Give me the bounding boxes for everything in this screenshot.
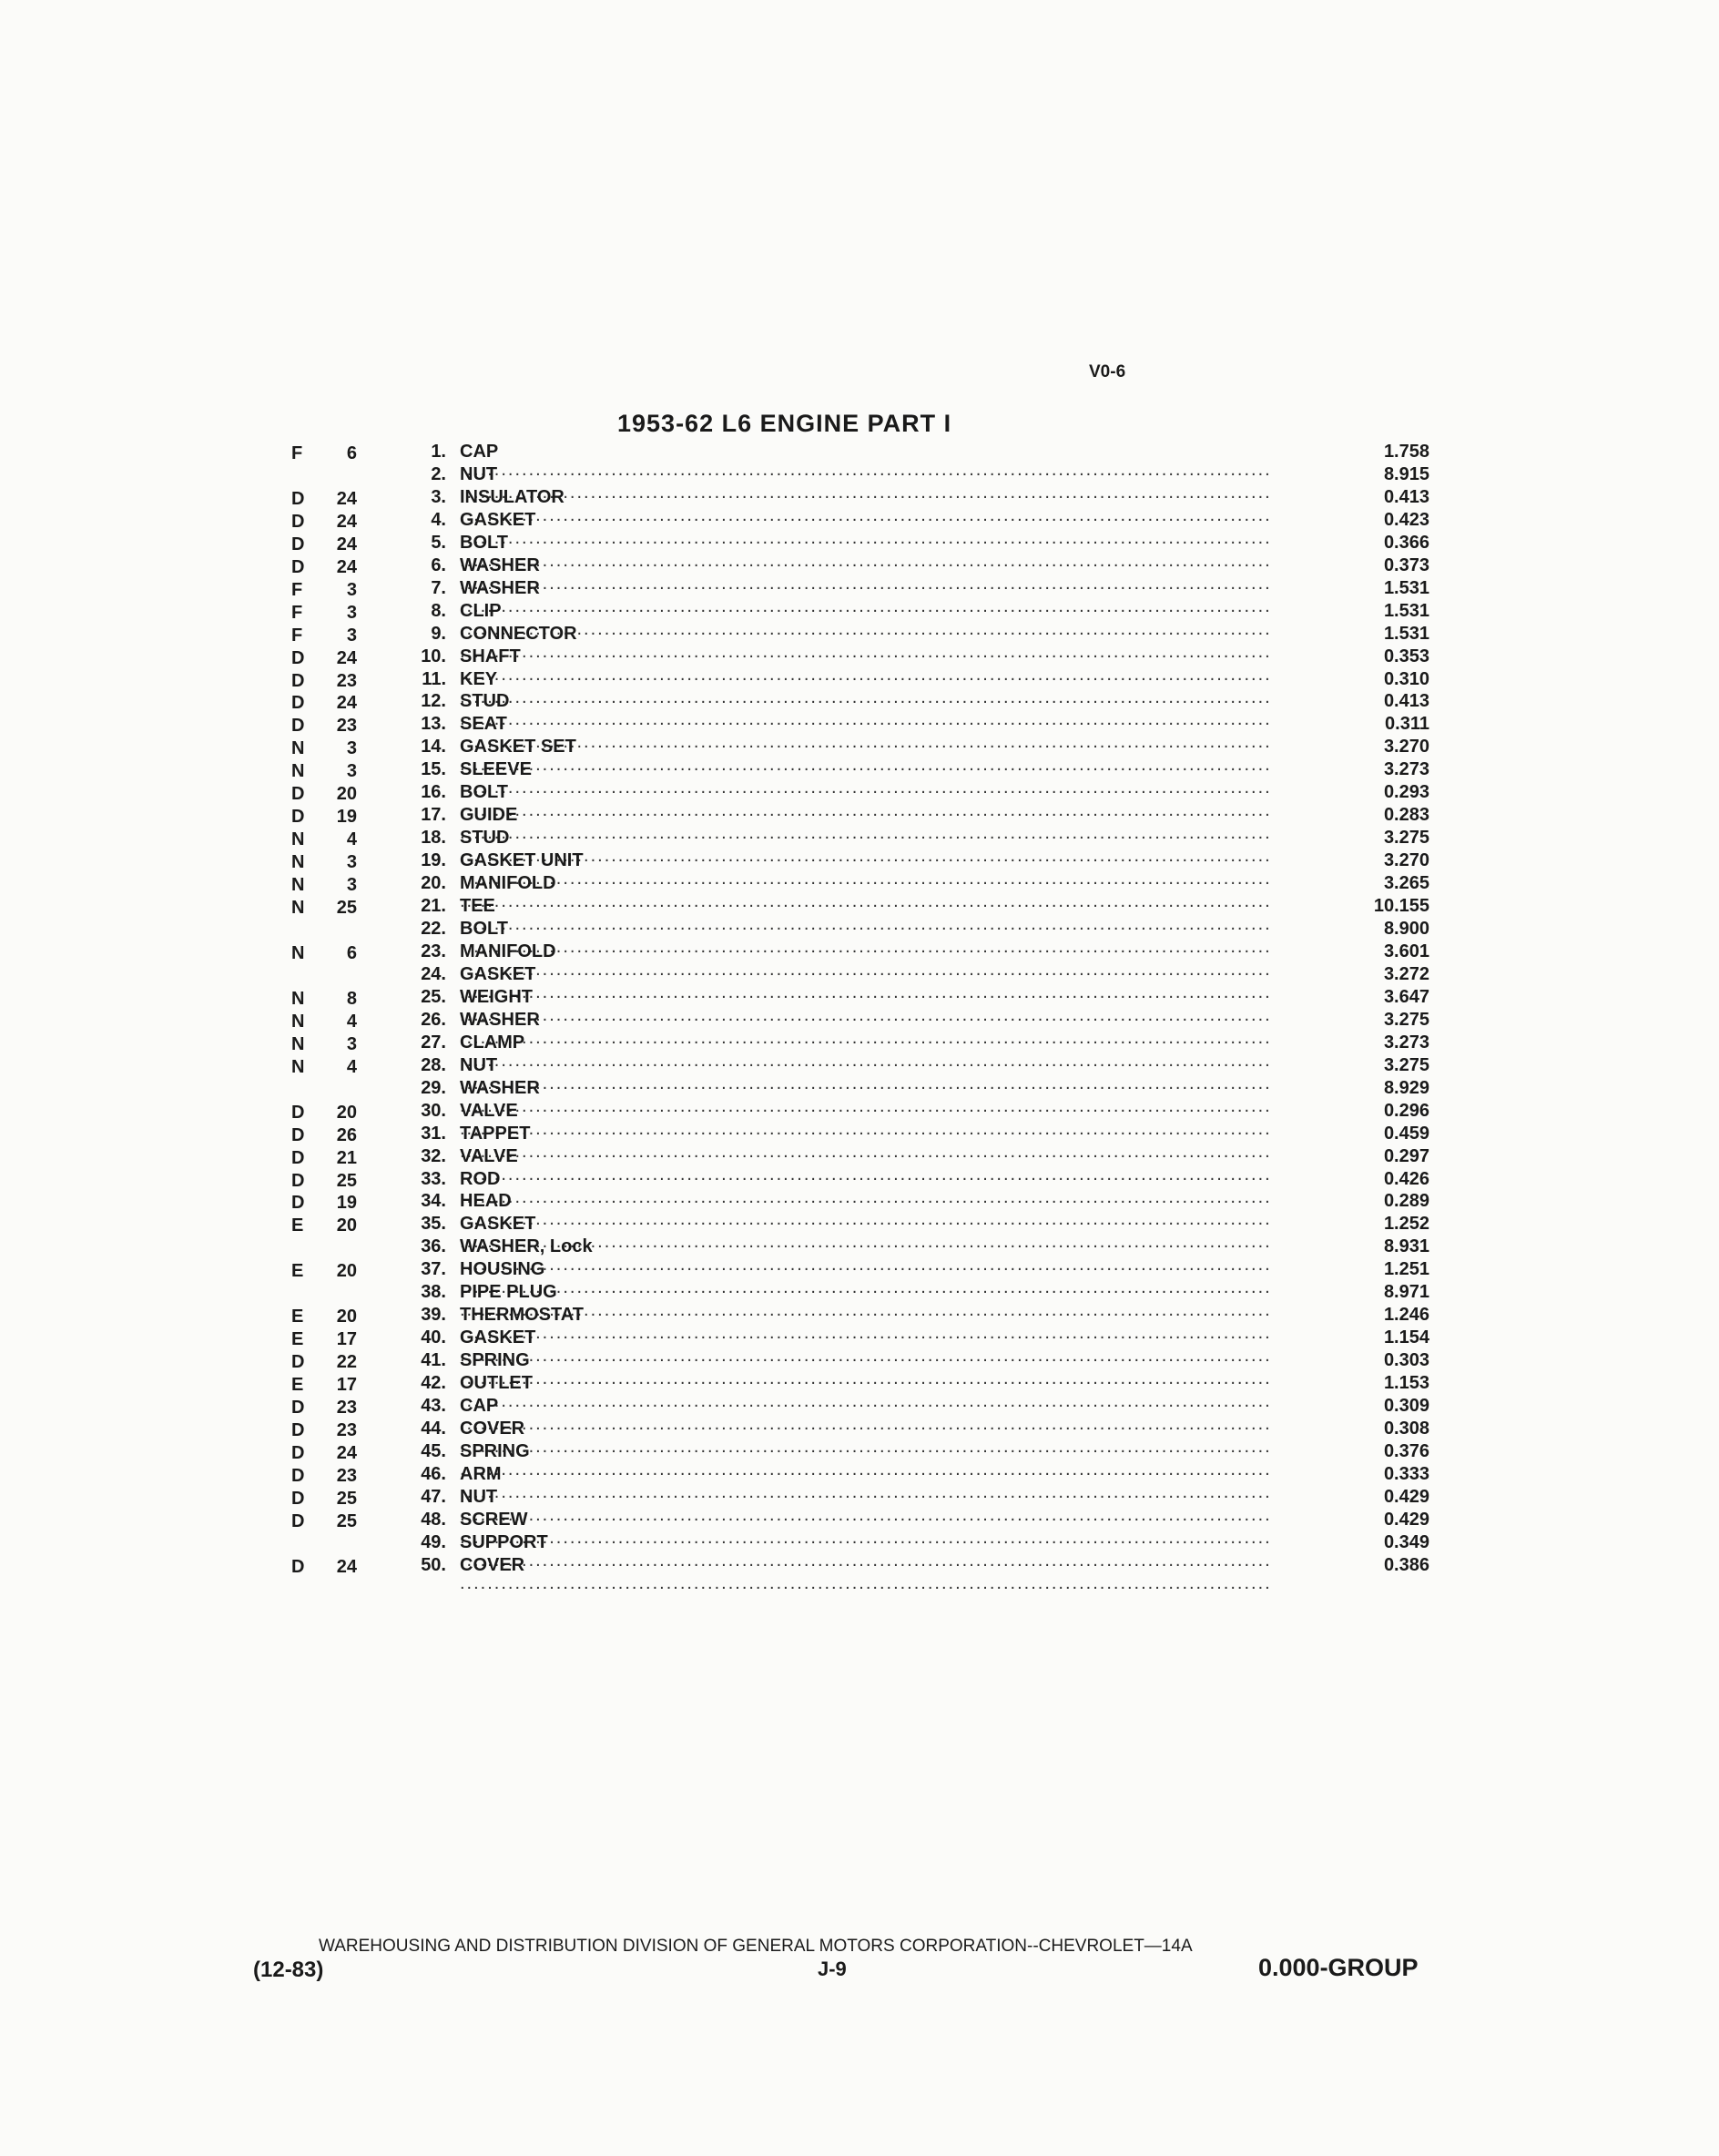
part-number: 42. (421, 1373, 446, 1394)
part-name: CLAMP ..... (460, 1033, 1270, 1070)
part-row (273, 1054, 1448, 1077)
part-number: 2. (431, 463, 446, 484)
part-value: 3.270 (1383, 850, 1429, 871)
part-name: THERMOSTAT ..... (460, 1306, 1270, 1342)
part-number: 10. (421, 646, 446, 666)
part-number: 30. (421, 1100, 446, 1121)
part-number: 50. (421, 1554, 446, 1575)
part-value: 3.273 (1383, 759, 1429, 780)
part-code-letter: D (291, 716, 305, 737)
part-code-number: 24 (336, 693, 357, 714)
part-row (273, 849, 1448, 872)
part-code-number: 24 (336, 556, 357, 577)
part-name: GUIDE ..... (460, 806, 1270, 842)
part-row (273, 1032, 1448, 1054)
part-code-letter: D (291, 511, 305, 532)
part-value: 1.251 (1383, 1259, 1429, 1280)
part-value: 0.413 (1383, 691, 1429, 712)
part-name: HOUSING ..... (460, 1260, 1270, 1297)
part-row (273, 532, 1448, 554)
part-number: 25. (421, 986, 446, 1007)
part-number: 44. (421, 1418, 446, 1439)
part-name: COVER ..... (460, 1419, 1270, 1456)
part-number: 4. (431, 509, 446, 530)
part-number: 37. (421, 1259, 446, 1280)
part-name: SHAFT ..... (460, 647, 1270, 684)
part-row (273, 963, 1448, 986)
part-name: WEIGHT ..... (460, 988, 1270, 1024)
part-value: 0.293 (1383, 782, 1429, 803)
part-number: 24. (421, 963, 446, 984)
part-code-number: 20 (336, 1215, 357, 1236)
part-code-letter: N (291, 852, 305, 873)
part-number: 5. (431, 532, 446, 553)
part-code-letter: D (291, 1102, 305, 1123)
part-value: 8.971 (1383, 1282, 1429, 1303)
part-number: 31. (421, 1123, 446, 1144)
part-number: 33. (421, 1168, 446, 1189)
part-name: SEAT ..... (460, 715, 1270, 751)
part-code-letter: N (291, 1033, 305, 1054)
part-number: 21. (421, 896, 446, 917)
part-number: 17. (421, 805, 446, 826)
part-code-number: 6 (346, 942, 357, 963)
part-code-number: 21 (336, 1147, 357, 1168)
parts-list (273, 441, 1448, 1577)
part-code-letter: N (291, 875, 305, 896)
part-value: 0.376 (1383, 1440, 1429, 1461)
part-code-number: 3 (346, 852, 357, 873)
part-code-letter: D (291, 488, 305, 509)
part-row (273, 1100, 1448, 1123)
part-code-letter: F (291, 443, 303, 463)
part-value: 8.915 (1383, 463, 1429, 484)
part-code-number: 4 (346, 829, 357, 850)
part-value: 0.459 (1383, 1123, 1429, 1144)
part-number: 46. (421, 1463, 446, 1484)
part-value: 1.531 (1383, 600, 1429, 621)
part-code-letter: D (291, 1442, 305, 1463)
part-code-letter: N (291, 761, 305, 782)
part-code-letter: D (291, 534, 305, 554)
part-number: 36. (421, 1236, 446, 1257)
part-number: 45. (421, 1440, 446, 1461)
part-row (273, 1281, 1448, 1304)
part-name: MANIFOLD ..... (460, 942, 1270, 979)
part-number: 8. (431, 600, 446, 621)
part-number: 28. (421, 1054, 446, 1075)
part-value: 8.931 (1383, 1236, 1429, 1257)
part-number: 6. (431, 554, 446, 575)
part-name: WASHER ..... (460, 1079, 1270, 1115)
part-code-letter: N (291, 898, 305, 919)
footer-date: (12-83) (253, 1958, 324, 1982)
part-row (273, 646, 1448, 668)
part-value: 0.386 (1383, 1554, 1429, 1575)
part-number: 13. (421, 714, 446, 735)
part-name: VALVE ..... (460, 1102, 1270, 1138)
part-row (273, 1349, 1448, 1372)
part-value: 3.270 (1383, 737, 1429, 758)
part-row (273, 1168, 1448, 1191)
part-number: 3. (431, 486, 446, 507)
part-code-number: 8 (346, 988, 357, 1009)
part-code-number: 20 (336, 1307, 357, 1327)
part-value: 10.155 (1373, 896, 1429, 917)
part-row (273, 577, 1448, 600)
part-row (273, 1440, 1448, 1463)
part-row (273, 804, 1448, 827)
part-row (273, 1554, 1448, 1577)
part-value: 1.531 (1383, 577, 1429, 598)
part-number: 27. (421, 1032, 446, 1053)
part-value: 3.647 (1383, 986, 1429, 1007)
part-code-number: 25 (336, 1170, 357, 1191)
part-value: 0.308 (1383, 1418, 1429, 1439)
part-name: ARM ..... (460, 1465, 1270, 1501)
part-code-letter: E (291, 1375, 304, 1396)
part-row (273, 895, 1448, 918)
part-row (273, 1123, 1448, 1145)
part-name: GASKET ..... (460, 1328, 1270, 1365)
part-code-number: 3 (346, 602, 357, 623)
part-code-letter: D (291, 1510, 305, 1531)
part-name: BOLT ..... (460, 783, 1270, 819)
part-number: 9. (431, 623, 446, 644)
part-code-number: 3 (346, 761, 357, 782)
part-number: 40. (421, 1327, 446, 1348)
part-number: 7. (431, 577, 446, 598)
part-row (273, 554, 1448, 577)
part-value: 1.153 (1383, 1373, 1429, 1394)
part-value: 1.154 (1383, 1327, 1429, 1348)
part-number: 47. (421, 1486, 446, 1507)
part-value: 1.758 (1383, 442, 1429, 462)
part-row (273, 736, 1448, 758)
part-code-number: 25 (336, 898, 357, 919)
part-row (273, 1304, 1448, 1327)
part-row (273, 918, 1448, 941)
part-name: CONNECTOR ..... (460, 625, 1270, 661)
part-code-letter: D (291, 1556, 305, 1577)
part-value: 3.275 (1383, 1054, 1429, 1075)
part-code-number: 17 (336, 1375, 357, 1396)
part-value: 0.413 (1383, 486, 1429, 507)
part-value: 8.929 (1383, 1077, 1429, 1098)
part-name: COVER ..... (460, 1556, 1270, 1592)
part-value: 1.246 (1383, 1305, 1429, 1326)
part-value: 1.531 (1383, 623, 1429, 644)
part-code-number: 6 (346, 443, 357, 463)
part-number: 14. (421, 737, 446, 758)
part-code-number: 23 (336, 670, 357, 691)
part-code-letter: D (291, 1170, 305, 1191)
part-row (273, 1258, 1448, 1281)
part-name: WASHER ..... (460, 556, 1270, 593)
part-code-letter: D (291, 1465, 305, 1486)
part-code-letter: E (291, 1261, 304, 1282)
part-code-letter: D (291, 670, 305, 691)
part-value: 0.311 (1385, 714, 1429, 735)
part-number: 18. (421, 828, 446, 849)
part-number: 32. (421, 1145, 446, 1166)
part-value: 0.283 (1383, 805, 1429, 826)
part-row (273, 486, 1448, 509)
part-name: VALVE ..... (460, 1147, 1270, 1184)
part-name: HEAD ..... (460, 1192, 1270, 1228)
part-value: 0.349 (1383, 1531, 1429, 1552)
part-code-letter: F (291, 579, 303, 600)
part-value: 0.289 (1383, 1191, 1429, 1212)
part-name: INSULATOR ..... (460, 488, 1270, 524)
part-row (273, 713, 1448, 736)
part-row (273, 1463, 1448, 1486)
part-number: 34. (421, 1191, 446, 1212)
part-code-letter: E (291, 1329, 304, 1350)
part-name: CLIP ..... (460, 602, 1270, 638)
part-name: STUD ..... (460, 829, 1270, 865)
part-code-number: 24 (336, 647, 357, 668)
part-value: 0.296 (1383, 1100, 1429, 1121)
part-code-number: 3 (346, 579, 357, 600)
part-name: SLEEVE ..... (460, 760, 1270, 797)
part-number: 23. (421, 941, 446, 961)
part-value: 8.900 (1383, 919, 1429, 940)
part-number: 38. (421, 1282, 446, 1303)
part-number: 35. (421, 1214, 446, 1235)
part-code-number: 24 (336, 1556, 357, 1577)
part-code-letter: D (291, 1193, 305, 1214)
part-number: 1. (431, 442, 446, 462)
part-code-number: 25 (336, 1510, 357, 1531)
footer-page-number: J-9 (818, 1958, 847, 1980)
part-row (273, 1213, 1448, 1236)
part-code-letter: N (291, 738, 305, 759)
part-code-number: 3 (346, 1033, 357, 1054)
part-code-letter: D (291, 693, 305, 714)
part-row (273, 758, 1448, 781)
part-name: SCREW ..... (460, 1510, 1270, 1547)
part-code-number: 4 (346, 1011, 357, 1032)
part-row (273, 1077, 1448, 1100)
footer-group: 0.000-GROUP (1258, 1954, 1419, 1981)
part-row (273, 781, 1448, 804)
part-row (273, 1145, 1448, 1168)
part-number: 20. (421, 873, 446, 894)
part-name: CAP ..... (460, 1397, 1270, 1433)
part-code-letter: D (291, 1419, 305, 1440)
part-row (273, 668, 1448, 691)
part-code-letter: N (291, 942, 305, 963)
part-code-number: 23 (336, 1398, 357, 1419)
part-number: 16. (421, 782, 446, 803)
part-number: 22. (421, 919, 446, 940)
part-value: 3.272 (1383, 963, 1429, 984)
part-value: 1.252 (1383, 1214, 1429, 1235)
part-number: 41. (421, 1350, 446, 1371)
part-code-letter: F (291, 625, 303, 646)
part-code-letter: E (291, 1307, 304, 1327)
part-number: 26. (421, 1009, 446, 1030)
part-code-number: 19 (336, 807, 357, 828)
part-value: 3.275 (1383, 1009, 1429, 1030)
part-name: OUTLET ..... (460, 1374, 1270, 1410)
part-row (273, 827, 1448, 849)
part-row (273, 1486, 1448, 1509)
part-code-letter: N (291, 1056, 305, 1077)
part-name: CAP ..... (460, 442, 1270, 479)
part-row (273, 441, 1448, 463)
part-row (273, 1372, 1448, 1395)
part-name: BOLT ..... (460, 920, 1270, 956)
part-number: 49. (421, 1531, 446, 1552)
part-value: 0.310 (1383, 668, 1429, 689)
part-name: SUPPORT ..... (460, 1533, 1270, 1570)
part-code-letter: D (291, 807, 305, 828)
part-code-number: 22 (336, 1352, 357, 1373)
part-name: PIPE PLUG ..... (460, 1283, 1270, 1319)
part-number: 43. (421, 1396, 446, 1417)
part-number: 48. (421, 1509, 446, 1530)
part-value: 3.273 (1383, 1032, 1429, 1053)
part-name: GASKET ..... (460, 965, 1270, 1002)
part-row (273, 690, 1448, 713)
part-code-number: 3 (346, 875, 357, 896)
part-value: 0.429 (1383, 1509, 1429, 1530)
part-value: 3.265 (1383, 873, 1429, 894)
part-row (273, 986, 1448, 1009)
part-value: 3.275 (1383, 828, 1429, 849)
part-value: 0.429 (1383, 1486, 1429, 1507)
part-value: 0.366 (1383, 532, 1429, 553)
part-row (273, 623, 1448, 646)
part-value: 0.333 (1383, 1463, 1429, 1484)
part-number: 15. (421, 759, 446, 780)
part-code-number: 4 (346, 1056, 357, 1077)
part-row (273, 1190, 1448, 1213)
part-name: TAPPET ..... (460, 1124, 1270, 1161)
part-code-number: 20 (336, 1102, 357, 1123)
part-code-letter: D (291, 1488, 305, 1509)
page-title: 1953-62 L6 ENGINE PART I (617, 410, 952, 437)
part-code-number: 23 (336, 1419, 357, 1440)
part-code-letter: D (291, 784, 305, 805)
part-row (273, 509, 1448, 532)
part-name: ROD ..... (460, 1170, 1270, 1206)
part-number: 29. (421, 1077, 446, 1098)
part-code-letter: N (291, 829, 305, 850)
part-name: MANIFOLD ..... (460, 874, 1270, 910)
part-name: WASHER ..... (460, 579, 1270, 615)
part-row (273, 1327, 1448, 1349)
part-code-letter: D (291, 1398, 305, 1419)
part-row (273, 1509, 1448, 1531)
part-row (273, 1009, 1448, 1032)
part-code-number: 17 (336, 1329, 357, 1350)
page-code: V0-6 (1089, 362, 1126, 381)
part-name: NUT ..... (460, 1488, 1270, 1524)
part-name: GASKET ..... (460, 511, 1270, 547)
part-code-letter: D (291, 1124, 305, 1145)
part-name: TEE ..... (460, 897, 1270, 933)
part-code-number: 25 (336, 1488, 357, 1509)
part-name: GASKET SET ..... (460, 737, 1270, 774)
part-name: BOLT ..... (460, 534, 1270, 570)
part-row (273, 600, 1448, 623)
part-code-number: 3 (346, 738, 357, 759)
part-code-number: 23 (336, 716, 357, 737)
part-name: GASKET UNIT ..... (460, 851, 1270, 888)
part-value: 3.601 (1383, 941, 1429, 961)
part-code-number: 24 (336, 488, 357, 509)
part-name: SPRING ..... (460, 1351, 1270, 1388)
part-value: 0.303 (1383, 1350, 1429, 1371)
part-row (273, 872, 1448, 895)
part-code-letter: D (291, 1352, 305, 1373)
part-number: 19. (421, 850, 446, 871)
part-code-number: 19 (336, 1193, 357, 1214)
part-code-letter: D (291, 1147, 305, 1168)
part-row (273, 941, 1448, 963)
part-row (273, 1531, 1448, 1554)
part-code-number: 24 (336, 1442, 357, 1463)
part-code-number: 3 (346, 625, 357, 646)
part-row (273, 1418, 1448, 1440)
part-name: NUT ..... (460, 1056, 1270, 1093)
part-code-letter: N (291, 1011, 305, 1032)
part-code-number: 20 (336, 784, 357, 805)
part-code-letter: E (291, 1215, 304, 1236)
part-name: STUD ..... (460, 692, 1270, 728)
part-code-letter: D (291, 556, 305, 577)
part-name: KEY ..... (460, 670, 1270, 707)
part-name: WASHER ..... (460, 1011, 1270, 1047)
part-code-letter: D (291, 647, 305, 668)
part-number: 11. (422, 668, 446, 689)
part-name: WASHER, Lock ..... (460, 1237, 1270, 1274)
part-row (273, 463, 1448, 486)
part-row (273, 1236, 1448, 1258)
part-value: 0.426 (1383, 1168, 1429, 1189)
part-code-number: 23 (336, 1465, 357, 1486)
part-name: GASKET ..... (460, 1215, 1270, 1251)
part-value: 0.423 (1383, 509, 1429, 530)
part-code-letter: F (291, 602, 303, 623)
part-code-number: 24 (336, 534, 357, 554)
part-code-number: 24 (336, 511, 357, 532)
part-value: 0.373 (1383, 554, 1429, 575)
part-value: 0.297 (1383, 1145, 1429, 1166)
part-value: 0.353 (1383, 646, 1429, 666)
part-name: NUT ..... (460, 465, 1270, 502)
part-number: 12. (421, 691, 446, 712)
part-row (273, 1395, 1448, 1418)
part-code-number: 20 (336, 1261, 357, 1282)
part-value: 0.309 (1383, 1396, 1429, 1417)
part-code-letter: N (291, 988, 305, 1009)
part-name: SPRING ..... (460, 1442, 1270, 1479)
footer-division: WAREHOUSING AND DISTRIBUTION DIVISION OF GENERAL MOTORS CORPORATION--CHEVROLET—14A (319, 1937, 1193, 1956)
part-code-number: 26 (336, 1124, 357, 1145)
part-number: 39. (421, 1305, 446, 1326)
